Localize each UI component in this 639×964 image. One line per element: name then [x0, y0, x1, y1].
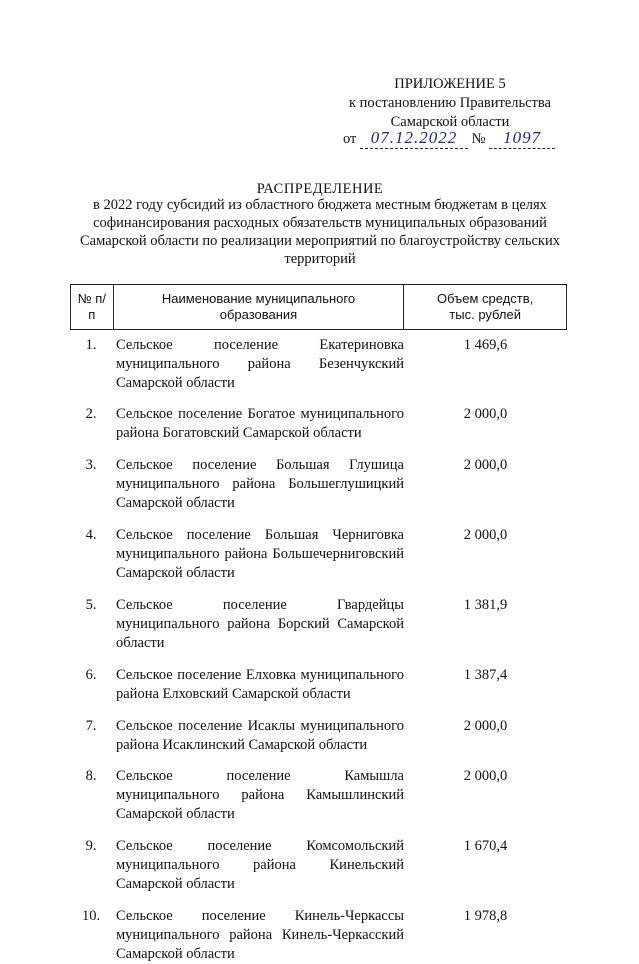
row-municipality: Сельское поселение Богатое муниципального района Богатовский Самарской области [116, 406, 404, 441]
table-row [70, 666, 567, 704]
row-number: 7. [85, 718, 97, 734]
row-amount: 1 469,6 [463, 337, 508, 353]
row-number: 3. [85, 457, 97, 473]
row-amount: 2 000,0 [463, 768, 508, 784]
row-municipality: Сельское поселение Большая Глушица муниципального района Большеглушицкий Самарской области [116, 457, 404, 511]
row-amount: 2 000,0 [463, 457, 508, 473]
header-amount-label: Объем средств, тыс. рублей [437, 291, 534, 322]
row-amount: 1 670,4 [463, 838, 508, 854]
header-name [114, 285, 405, 329]
row-number: 6. [85, 667, 97, 683]
row-municipality: Сельское поселение Екатериновка муниципального района Безенчукский Самарской области [116, 337, 404, 391]
table-row [70, 767, 567, 824]
subtitle-line: в 2022 году субсидий из областного бюджета местным бюджетам в целях [93, 197, 547, 213]
distribution-table [70, 284, 567, 964]
table-row [70, 526, 567, 583]
header-name-label: Наименование муниципального образования [161, 291, 356, 322]
table-header [70, 284, 567, 330]
document-subtitle [70, 196, 570, 268]
row-number: 2. [85, 406, 97, 422]
row-municipality: Сельское поселение Гвардейцы муниципального района Борский Самарской области [116, 597, 404, 651]
handwritten-number: 1097 [489, 128, 555, 149]
document-title: РАСПРЕДЕЛЕНИЕ [256, 181, 384, 197]
row-number: 10. [81, 908, 101, 924]
row-amount: 2 000,0 [463, 527, 508, 543]
row-number: 1. [85, 337, 97, 353]
row-municipality: Сельское поселение Камышла муниципального района Камышлинский Самарской области [116, 768, 404, 822]
handwritten-date: 07.12.2022 [360, 128, 468, 149]
date-prefix: от [343, 131, 357, 147]
appendix-resolution: к постановлению Правительства [349, 95, 551, 111]
table-row [70, 596, 567, 653]
row-municipality: Сельское поселение Комсомольский муниципального района Кинельский Самарской области [116, 838, 404, 892]
subtitle-line: Самарской области по реализации мероприятий по благоустройству сельских [80, 233, 560, 249]
row-municipality: Сельское поселение Большая Черниговка муниципального района Большечерниговский Самарской области [116, 527, 404, 581]
header-amount [404, 285, 566, 329]
row-number: 9. [85, 838, 97, 854]
row-amount: 2 000,0 [463, 406, 508, 422]
table-row [70, 336, 567, 393]
table-row [70, 456, 567, 513]
subtitle-line: территорий [284, 251, 356, 267]
table-row [70, 717, 567, 755]
appendix-title: ПРИЛОЖЕНИЕ 5 [394, 76, 506, 92]
row-amount: 2 000,0 [463, 718, 508, 734]
row-number: 4. [85, 527, 97, 543]
row-amount: 1 978,8 [463, 908, 508, 924]
row-municipality: Сельское поселение Елховка муниципального района Елховский Самарской области [116, 667, 404, 702]
row-amount: 1 381,9 [463, 597, 508, 613]
row-number: 5. [85, 597, 97, 613]
row-amount: 1 387,4 [463, 667, 508, 683]
number-sign: № [471, 131, 486, 147]
header-num-label: № п/п [77, 291, 106, 322]
table-row [70, 837, 567, 894]
table-row [70, 907, 567, 964]
header-num [71, 285, 114, 329]
subtitle-line: софинансирования расходных обязательств муниципальных образований [93, 215, 547, 231]
table-body [70, 336, 567, 964]
appendix-date-number [343, 128, 555, 149]
table-row [70, 405, 567, 443]
row-number: 8. [85, 768, 97, 784]
row-municipality: Сельское поселение Исаклы муниципального района Исаклинский Самарской области [116, 718, 404, 753]
appendix-region: Самарской области [390, 114, 510, 130]
appendix-block [330, 75, 570, 132]
row-municipality: Сельское поселение Кинель-Черкассы муниципального района Кинель-Черкасский Самарской области [116, 908, 404, 962]
